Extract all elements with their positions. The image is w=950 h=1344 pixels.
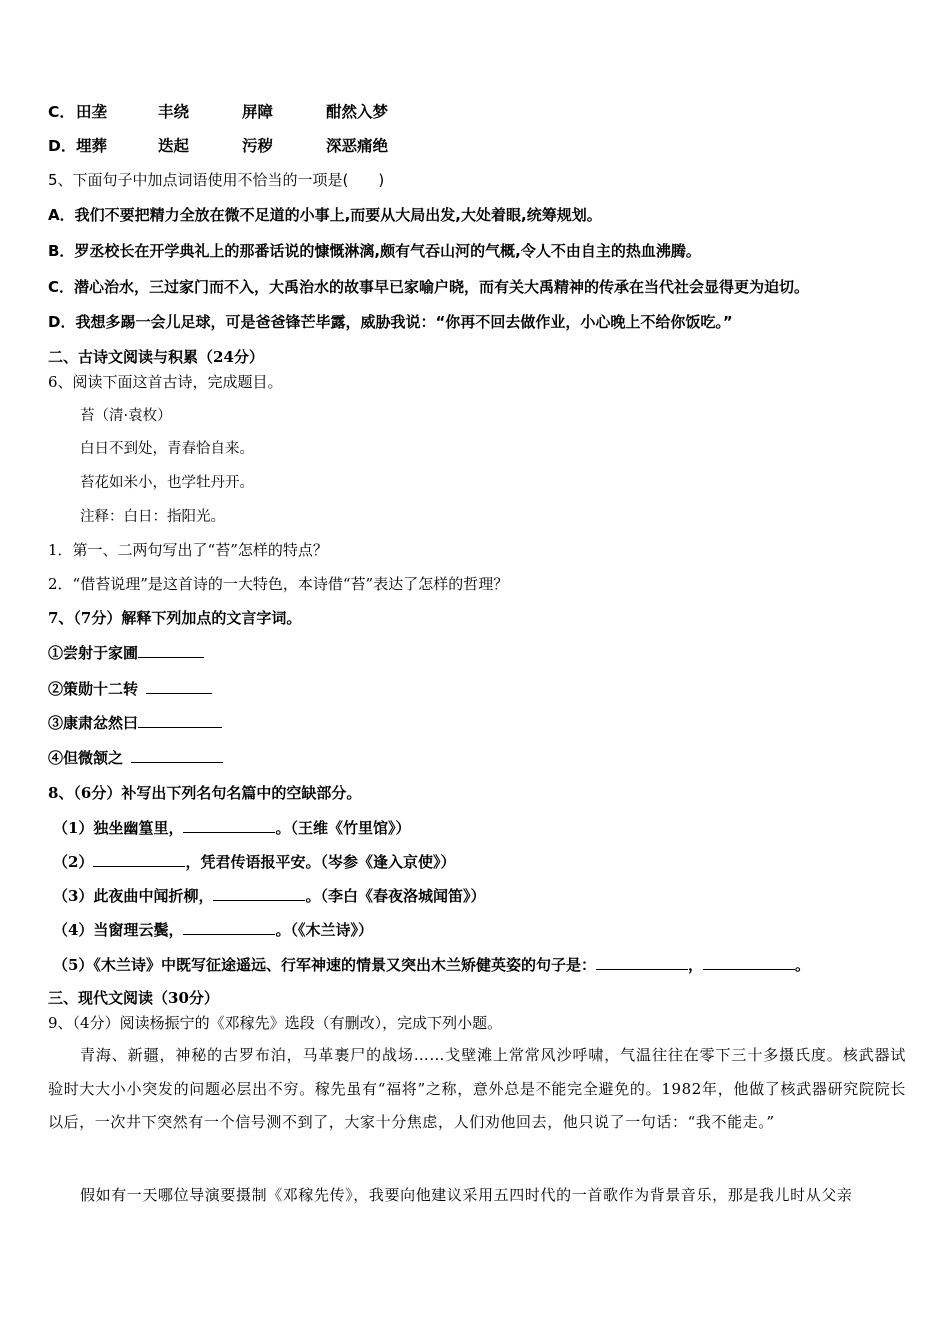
q8-item-1: （1）独坐幽篁里， 。（王维《竹里馆》） [53, 816, 410, 839]
q7-item-3: ③康肃忿然曰 [48, 711, 222, 734]
poem-note: 注释：白日：指阳光。 [80, 509, 225, 525]
q5-option-b: B．罗丞校长在开学典礼上的那番话说的慷慨淋漓,颇有气吞山河的气概,令人不由自主的热血沸腾。 [48, 242, 701, 260]
poem-line-1: 白日不到处，青春恰自来。 [80, 441, 254, 457]
q7-item-1: ①尝射于家圃 [48, 641, 204, 664]
passage-paragraph-2: 假如有一天哪位导演要摄制《邓稼先传》，我要向他建议采用五四时代的一首歌作为背景音乐，那是我儿时从父亲 [80, 1186, 853, 1204]
q5-option-a: A．我们不要把精力全放在微不足道的小事上,而要从大局出发,大处着眼,统筹规划。 [48, 206, 602, 224]
q8-stem: 8、（6分）补写出下列名句名篇中的空缺部分。 [48, 784, 362, 802]
answer-blank[interactable] [596, 953, 688, 970]
answer-blank[interactable] [146, 677, 212, 694]
q8-item-3: （3）此夜曲中闻折柳， 。（李白《春夜洛城闻笛》） [53, 884, 485, 907]
passage-paragraph-1: 青海、新疆，神秘的古罗布泊，马革裹尸的战场……戈壁滩上常常风沙呼啸，气温往往在零下三十多摄氏度。核武器试验时大大小小突发的问题必层出不穷。稼先虽有“福将”之称，意外总是不能完全避免的。1982年，他做了核武器研究院院长以后，一次井下突然有一个信号测不到了，大家十分焦虑，人们劝他回去，他只说了一句话：“我不能走。” [48, 1046, 906, 1131]
q6-sub-1: 1．第一、二两句写出了“苔”怎样的特点？ [48, 541, 328, 559]
q8-item-4: （4）当窗理云鬓， 。（《木兰诗》） [53, 918, 373, 941]
q7-item-2: ②策勋十二转 [48, 677, 212, 700]
section-2-title: 二、古诗文阅读与积累（24分） [48, 348, 264, 366]
answer-blank[interactable] [138, 711, 222, 728]
answer-blank[interactable] [131, 746, 223, 763]
q5-option-c: C．潜心治水，三过家门而不入，大禹治水的故事早已家喻户晓，而有关大禹精神的传承在当代社会显得更为迫切。 [48, 278, 810, 296]
q7-item-4: ④但微颔之 [48, 746, 223, 769]
answer-blank[interactable] [183, 918, 275, 935]
answer-blank[interactable] [213, 884, 305, 901]
poem-line-2: 苔花如米小，也学牡丹开。 [80, 475, 254, 491]
q4-option-d: D．埋葬 迭起 污秽 深恶痛绝 [48, 137, 389, 155]
q8-item-5: （5）《木兰诗》中既写征途遥远、行军神速的情景又突出木兰矫健英姿的句子是： ， 。 [53, 953, 810, 976]
answer-blank[interactable] [183, 816, 275, 833]
q4-option-c: C．田垄 丰绕 屏障 酣然入梦 [48, 103, 389, 121]
section-3-title: 三、现代文阅读（30分） [48, 989, 219, 1007]
q9-stem: 9、（4分）阅读杨振宁的《邓稼先》选段（有删改），完成下列小题。 [48, 1014, 503, 1032]
q7-stem: 7、（7分）解释下列加点的文言字词。 [48, 609, 302, 627]
answer-blank[interactable] [703, 953, 795, 970]
answer-blank[interactable] [93, 850, 185, 867]
answer-blank[interactable] [138, 641, 204, 658]
q8-item-2: （2） ，凭君传语报平安。（岑参《逢入京使》） [53, 850, 455, 873]
q6-sub-2: 2．“借苔说理”是这首诗的一大特色，本诗借“苔”表达了怎样的哲理？ [48, 575, 509, 593]
poem-title: 苔（清·袁枚） [80, 408, 172, 424]
q6-stem: 6、阅读下面这首古诗，完成题目。 [48, 373, 283, 391]
q5-option-d: D．我想多踢一会儿足球，可是爸爸锋芒毕露，威胁我说：“你再不回去做作业，小心晚上不给你饭吃。” [48, 313, 733, 331]
q5-stem: 5、下面句子中加点词语使用不恰当的一项是( ) [48, 171, 385, 189]
